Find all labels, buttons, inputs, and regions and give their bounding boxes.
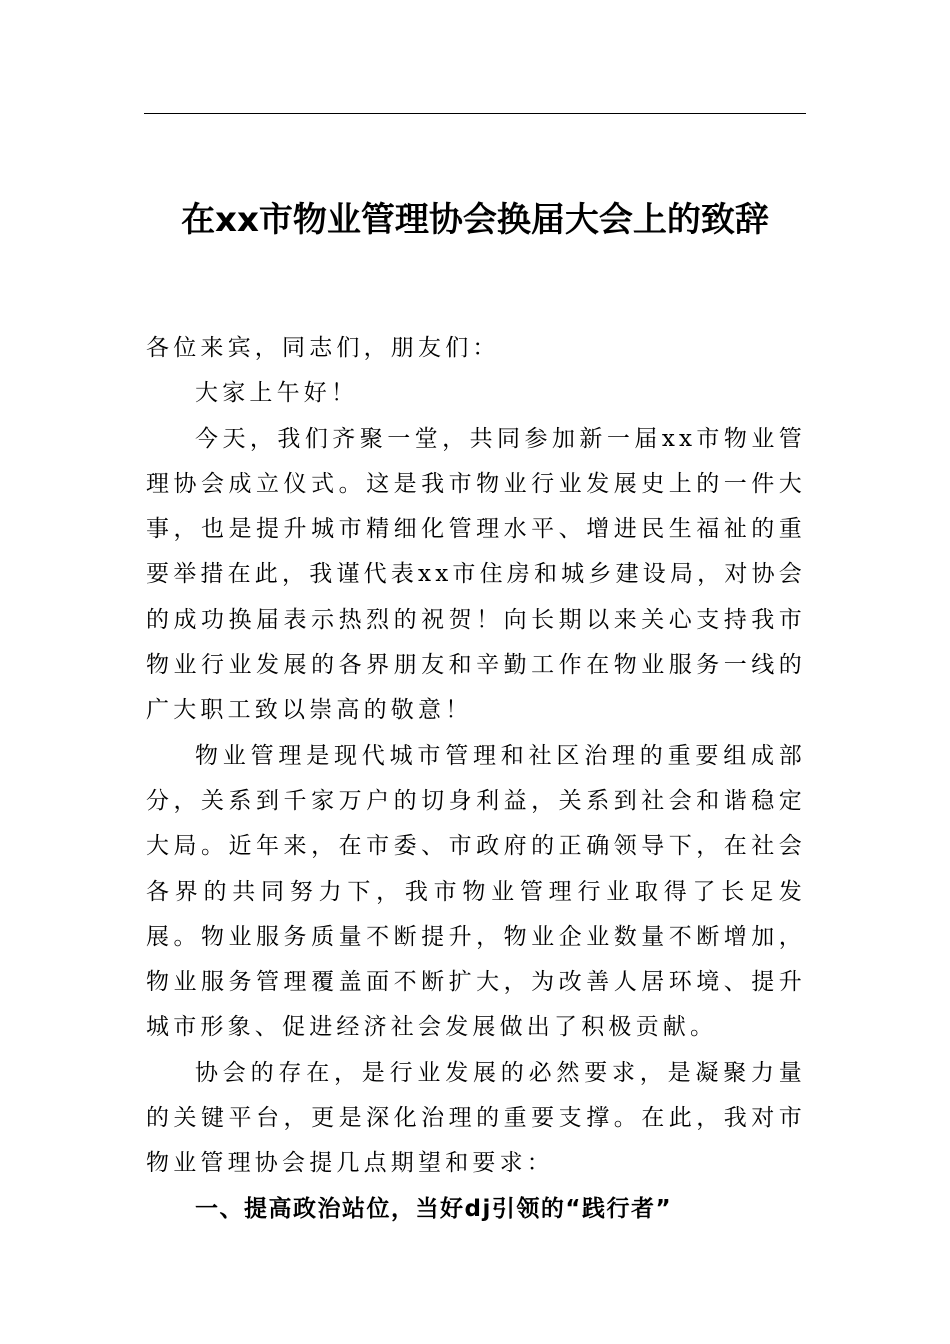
salutation: 各位来宾，同志们，朋友们： [146,335,500,361]
paragraph-industry-overview: 物业管理是现代城市管理和社区治理的重要组成部分，关系到千家万户的切身利益，关系到社会和谐稳定大局。近年来，在市委、市政府的正确领导下，在社会各界的共同努力下，我市物业管理行业取得了长足发展。物业服务质量不断提升，物业企业数量不断增加，物业服务管理覆盖面不断扩大，为改善人居环境、提升城市形象、促进经济社会发展做出了积极贡献。 [146,742,806,1041]
header-rule [144,113,806,114]
paragraph-opening: 今天，我们齐聚一堂，共同参加新一届xx市物业管理协会成立仪式。这是我市物业行业发展史上的一件大事，也是提升城市精细化管理水平、增进民生福祉的重要举措在此，我谨代表xx市住房和城乡建设局，对协会的成功换届表示热烈的祝贺！向长期以来关心支持我市物业行业发展的各界朋友和辛勤工作在物业服务一线的广大职工致以崇高的敬意！ [146,425,806,724]
greeting: 大家上午好！ [195,380,359,407]
document-body [146,326,806,1232]
section-heading-1: 一、提高政治站位，当好dj引领的“践行者” [195,1195,673,1222]
document-title: 在xx市物业管理协会换届大会上的致辞 [181,200,769,240]
paragraph-association-role: 协会的存在，是行业发展的必然要求，是凝聚力量的关键平台，更是深化治理的重要支撑。在此，我对市物业管理协会提几点期望和要求： [146,1059,806,1177]
